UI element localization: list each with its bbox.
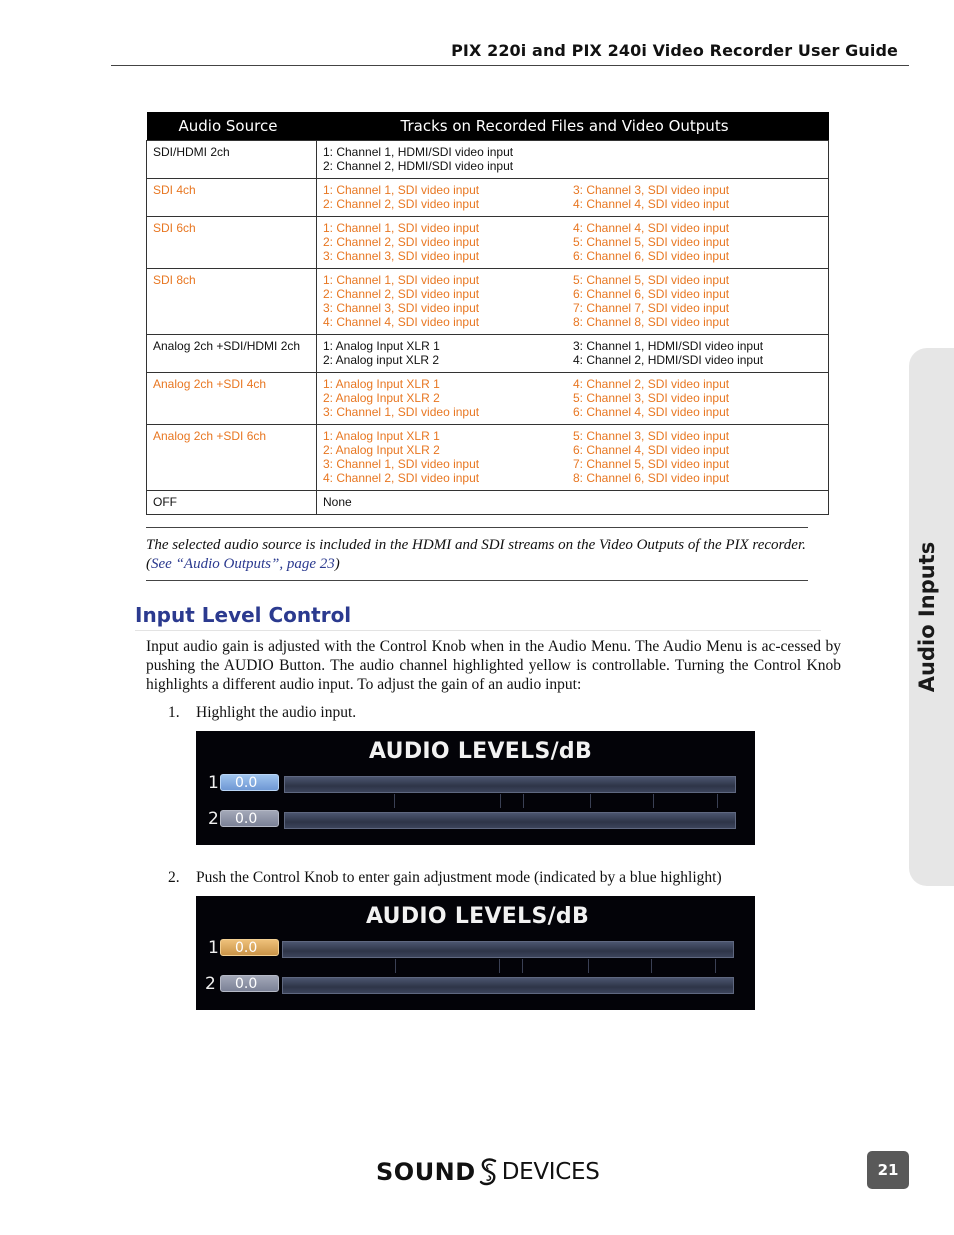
track-line: 1: Analog Input XLR 1 [323, 339, 440, 353]
tracks-right-column [573, 183, 729, 211]
section-divider [135, 630, 821, 631]
sound-devices-logo [376, 1156, 600, 1188]
channel-2-level-meter [282, 977, 734, 994]
tracks-left-column [323, 377, 573, 419]
tracks-left-column [323, 273, 573, 329]
audio-source-cell: Analog 2ch +SDI 4ch [147, 373, 317, 425]
section-heading: Input Level Control [135, 603, 352, 627]
tracks-left-column [323, 183, 573, 211]
channel-1-level-meter [284, 776, 736, 793]
track-line: 1: Channel 1, SDI video input [323, 273, 480, 287]
audio-source-cell: SDI 6ch [147, 217, 317, 269]
track-line: 7: Channel 7, SDI video input [573, 301, 730, 315]
tracks-cell [317, 179, 829, 217]
note-bottom-rule [146, 580, 808, 581]
track-line: 2: Analog Input XLR 2 [323, 443, 440, 457]
channel-number: 1 [208, 773, 219, 793]
tracks-cell [317, 269, 829, 335]
swirl-logo-icon [476, 1156, 502, 1188]
track-line: 4: Channel 2, SDI video input [573, 377, 730, 391]
track-line: 4: Channel 2, SDI video input [323, 471, 480, 485]
table-row [147, 217, 829, 269]
track-line: 3: Channel 3, SDI video input [323, 249, 480, 263]
audio-levels-panel-2 [196, 896, 755, 1010]
track-line: 2: Channel 2, SDI video input [323, 235, 480, 249]
meter-tick [653, 794, 654, 808]
step-1 [168, 704, 356, 722]
header-divider [111, 65, 909, 66]
step-number: 1. [168, 704, 180, 721]
step-text: Push the Control Knob to enter gain adjustment mode (indicated by a blue highlight) [196, 869, 722, 886]
track-line: 4: Channel 4, SDI video input [573, 221, 730, 235]
tracks-left-column [323, 339, 573, 367]
table-row [147, 373, 829, 425]
tracks-left-column [323, 145, 573, 173]
table-row [147, 335, 829, 373]
tracks-columns [323, 377, 822, 419]
audio-outputs-link[interactable]: See “Audio Outputs”, page 23 [151, 556, 335, 572]
track-line: None [323, 495, 352, 509]
track-line: 6: Channel 4, SDI video input [573, 405, 730, 419]
track-line: 1: Channel 1, SDI video input [323, 183, 480, 197]
tracks-columns [323, 273, 822, 329]
tracks-columns [323, 183, 822, 211]
channel-number: 2 [205, 974, 216, 994]
section-body: Input audio gain is adjusted with the Control Knob when in the Audio Menu. The Audio Menu is ac-cessed by pushing the AUDIO Button. The audio channel highlighted yellow is controllable. Turning the Control Knob highlights a different audio input. To adjust the gain of an audio input: [146, 638, 841, 693]
track-line: 5: Channel 3, SDI video input [573, 429, 730, 443]
audio-levels-panel-1 [196, 731, 755, 845]
tracks-cell [317, 425, 829, 491]
tracks-cell [317, 141, 829, 179]
table-row [147, 491, 829, 515]
channel-2-gain-box[interactable]: 0.0 [220, 810, 279, 827]
track-line: 2: Analog Input XLR 2 [323, 391, 440, 405]
panel-title: AUDIO LEVELS/dB [366, 904, 590, 929]
track-line: 6: Channel 6, SDI video input [573, 249, 730, 263]
tracks-columns [323, 495, 822, 509]
track-line: 1: Channel 1, SDI video input [323, 221, 480, 235]
tracks-right-column [573, 221, 729, 263]
tracks-left-column [323, 495, 573, 509]
audio-source-cell: Analog 2ch +SDI/HDMI 2ch [147, 335, 317, 373]
meter-tick [651, 959, 652, 973]
audio-source-table [146, 112, 829, 515]
tracks-right-column [573, 429, 729, 485]
table-row [147, 425, 829, 491]
track-line: 2: Channel 2, SDI video input [323, 287, 480, 301]
track-line: 5: Channel 3, SDI video input [573, 391, 730, 405]
track-line: 3: Channel 1, HDMI/SDI video input [573, 339, 764, 353]
track-line: 2: Channel 2, SDI video input [323, 197, 480, 211]
audio-source-cell: Analog 2ch +SDI 6ch [147, 425, 317, 491]
audio-source-cell: SDI 8ch [147, 269, 317, 335]
track-line: 3: Channel 1, SDI video input [323, 405, 480, 419]
audio-source-cell: SDI 4ch [147, 179, 317, 217]
track-line: 7: Channel 5, SDI video input [573, 457, 730, 471]
page-header-title: PIX 220i and PIX 240i Video Recorder User Guide [451, 41, 898, 60]
step-text: Highlight the audio input. [196, 704, 357, 721]
audio-source-cell: OFF [147, 491, 317, 515]
meter-tick [717, 794, 718, 808]
track-line: 2: Channel 2, HDMI/SDI video input [323, 159, 514, 173]
tracks-cell [317, 373, 829, 425]
tracks-columns [323, 429, 822, 485]
table-row [147, 269, 829, 335]
meter-tick [395, 959, 396, 973]
panel-title: AUDIO LEVELS/dB [369, 739, 593, 764]
note-top-rule [146, 527, 808, 528]
meter-tick [590, 794, 591, 808]
tracks-columns [323, 339, 822, 367]
channel-1-gain-box[interactable]: 0.0 [220, 774, 279, 791]
table-row [147, 141, 829, 179]
meter-tick [715, 959, 716, 973]
tracks-cell [317, 335, 829, 373]
track-line: 4: Channel 4, SDI video input [323, 315, 480, 329]
track-line: 4: Channel 2, HDMI/SDI video input [573, 353, 764, 367]
channel-2-level-meter [284, 812, 736, 829]
channel-number: 1 [208, 938, 219, 958]
logo-devices-text: DEVICES [501, 1159, 600, 1185]
step-number: 2. [168, 869, 180, 886]
channel-1-level-meter [282, 941, 734, 958]
table-header-audio-source: Audio Source [147, 112, 317, 141]
track-line: 3: Channel 3, SDI video input [573, 183, 730, 197]
tracks-right-column [573, 377, 729, 419]
track-line: 8: Channel 8, SDI video input [573, 315, 730, 329]
meter-tick [588, 959, 589, 973]
track-line: 1: Channel 1, HDMI/SDI video input [323, 145, 514, 159]
track-line: 2: Analog input XLR 2 [323, 353, 440, 367]
track-line: 5: Channel 5, SDI video input [573, 235, 730, 249]
meter-tick [394, 794, 395, 808]
tracks-left-column [323, 221, 573, 263]
track-line: 6: Channel 4, SDI video input [573, 443, 730, 457]
audio-source-note [146, 536, 806, 574]
tracks-cell [317, 491, 829, 515]
track-line: 4: Channel 4, SDI video input [573, 197, 730, 211]
table-body [147, 141, 829, 515]
note-text: The selected audio source is included in the HDMI and SDI streams on the Video Outputs of the PIX recorder. ( [146, 537, 806, 572]
channel-1-gain-box[interactable]: 0.0 [220, 939, 279, 956]
channel-number: 2 [208, 809, 219, 829]
step-2 [168, 869, 722, 887]
page-number-badge: 21 [867, 1151, 909, 1189]
tracks-left-column [323, 429, 573, 485]
table-row [147, 179, 829, 217]
track-line: 1: Analog Input XLR 1 [323, 377, 440, 391]
meter-tick [499, 959, 500, 973]
table-header-tracks: Tracks on Recorded Files and Video Outputs [317, 112, 829, 141]
logo-sound-text: SOUND [376, 1158, 476, 1186]
tracks-right-column [573, 339, 763, 367]
track-line: 3: Channel 1, SDI video input [323, 457, 480, 471]
chapter-side-tab-label: Audio Inputs [915, 541, 939, 693]
tracks-columns [323, 221, 822, 263]
meter-tick [522, 959, 523, 973]
audio-source-cell: SDI/HDMI 2ch [147, 141, 317, 179]
note-close: ) [334, 556, 340, 572]
track-line: 1: Analog Input XLR 1 [323, 429, 440, 443]
track-line: 5: Channel 5, SDI video input [573, 273, 730, 287]
tracks-columns [323, 145, 822, 173]
meter-tick [500, 794, 501, 808]
channel-2-gain-box[interactable]: 0.0 [220, 975, 279, 992]
tracks-cell [317, 217, 829, 269]
track-line: 8: Channel 6, SDI video input [573, 471, 730, 485]
track-line: 3: Channel 3, SDI video input [323, 301, 480, 315]
tracks-right-column [573, 273, 729, 329]
track-line: 6: Channel 6, SDI video input [573, 287, 730, 301]
meter-tick [523, 794, 524, 808]
